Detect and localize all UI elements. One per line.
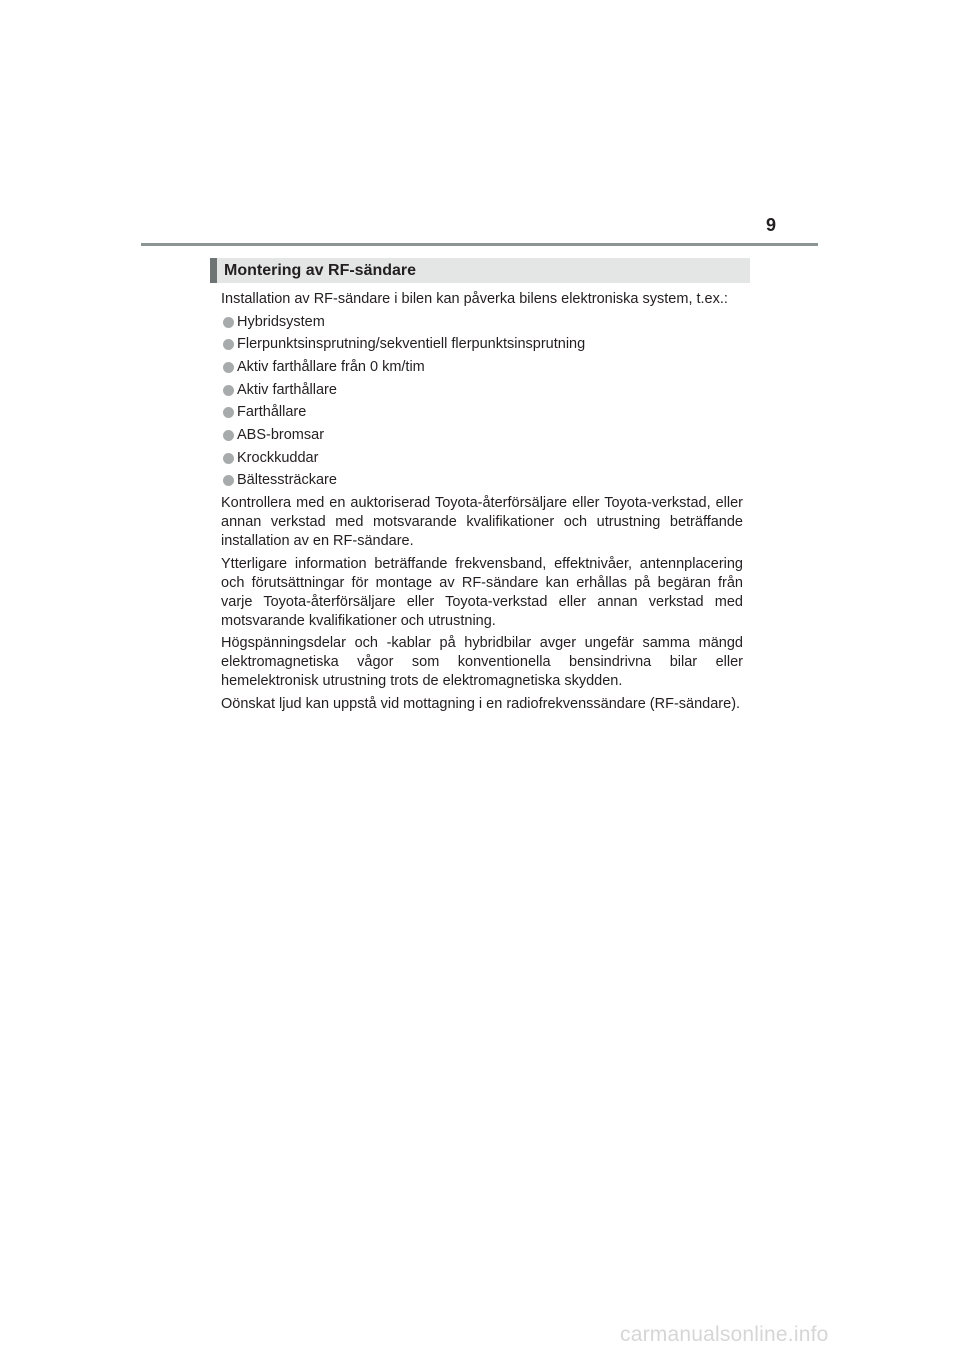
noise-paragraph: Oönskat ljud kan uppstå vid mottagning i en radiofrekvenssändare (RF-sändare). — [221, 695, 741, 712]
bullet-icon — [223, 475, 234, 486]
bullet-icon — [223, 407, 234, 418]
list-item-label: Krockkuddar — [237, 449, 319, 466]
list-item — [221, 449, 743, 468]
list-item-label: Bältessträckare — [237, 472, 337, 489]
bullet-icon — [223, 339, 234, 350]
list-item-label: Flerpunktsinsprutning/sekventiell flerpunktsinsprutning — [237, 336, 586, 353]
list-item-label: Farthållare — [237, 404, 307, 421]
bullet-icon — [223, 453, 234, 464]
page-number: 9 — [765, 215, 776, 235]
watermark: carmanualsonline.info — [620, 1323, 829, 1346]
list-item — [221, 358, 743, 377]
list-item — [221, 335, 743, 354]
list-item — [221, 403, 743, 422]
list-item — [221, 381, 743, 400]
list-item — [221, 471, 743, 490]
list-item — [221, 313, 743, 332]
intro-paragraph: Installation av RF-sändare i bilen kan påverka bilens elektroniska system, t.ex.: — [221, 291, 728, 307]
bullet-list — [221, 313, 743, 491]
list-item — [221, 426, 743, 445]
header-rule — [141, 243, 818, 246]
bullet-icon — [223, 317, 234, 328]
list-item-label: Aktiv farthållare från 0 km/tim — [237, 358, 425, 375]
section-header — [210, 258, 750, 283]
bullet-icon — [223, 430, 234, 441]
bullet-icon — [223, 362, 234, 373]
list-item-label: ABS-bromsar — [237, 426, 325, 443]
bullet-icon — [223, 385, 234, 396]
frequency-paragraph: Ytterligare information beträffande frekvensband, effektnivåer, antennplacering och förutsättningar för montage av RF-sändare kan erhållas på begäran från varje Toyota-återförsäljare eller Toyota-verkstad eller annan verkstad med motsvarande kvalifikationer och utrustning. — [221, 555, 743, 629]
dealer-paragraph: Kontrollera med en auktoriserad Toyota-återförsäljare eller Toyota-verkstad, eller annan verkstad med motsvarande kvalifikationer och utrustning beträffande installation av en RF-sändare. — [221, 495, 743, 549]
content-body — [221, 290, 743, 717]
high-voltage-paragraph: Högspänningsdelar och -kablar på hybridbilar avger ungefär samma mängd elektromagnetiska vågor som konventionella bensindrivna bilar eller hemelektronisk utrustning trots de elektromagnetiska skydden. — [221, 635, 743, 689]
list-item-label: Aktiv farthållare — [237, 381, 337, 398]
list-item-label: Hybridsystem — [237, 313, 325, 330]
section-title: Montering av RF-sändare — [224, 262, 417, 279]
